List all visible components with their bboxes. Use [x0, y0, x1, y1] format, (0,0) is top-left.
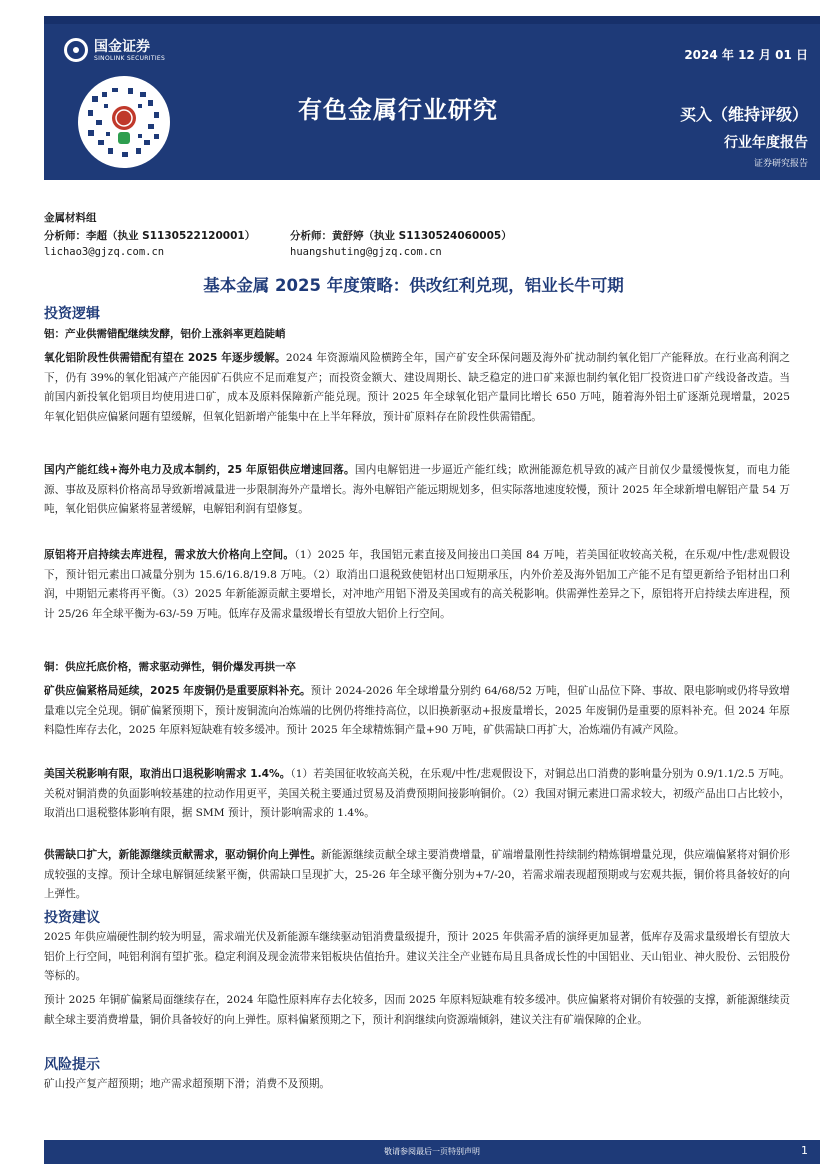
- aluminum-p1-body: 2024 年资源端风险横跨全年，国产矿安全环保问题及海外矿扰动制约氧化铝厂产能释放。在行业高利润之下，仍有 39%的氧化铝减产产能因矿石供应不足而难复产；而投资金额大、建设周期长、缺乏稳定的进口矿来源也制约氧化铝厂投资进口矿产线设备改造。当前国内新投氧化铝项目均使用进口矿，成本及原料保障新产能兑现。预计 2025 年全球氧化铝产量同比增长 650 万吨，随着海外铝土矿逐渐兑现增量，2025 年氧化铝供应偏紧问题有望缓解，但氧化铝新增产能集中在上半年释放，预计矿原料存在阶段性供需错配。: [44, 352, 790, 423]
- section-investment-logic: 投资逻辑: [44, 306, 100, 322]
- page-footer: [44, 1140, 820, 1164]
- copper-paragraph-3: [44, 846, 790, 905]
- report-category: 证券研究报告: [753, 159, 808, 169]
- copper-p2-body: （1）若美国征收较高关税，在乐观/中性/悲观假设下，对铜总出口消费的影响量分别为 0.9/1.1/2.5 万吨。关税对铜消费的负面影响较基建的拉动作用更平，美国关税主要通过贸易及消费预期间接影响铜价。（2）我国对铜元素进口需求较大，初级产品出口占比较小，取消出口退税整体影响有限，据 SMM 预计，预计影响需求的 1.4%。: [44, 768, 790, 820]
- aluminum-heading: 铝：产业供需错配继续发酵，铝价上涨斜率更趋陡峭: [44, 328, 286, 340]
- advice-paragraph-1: 2025 年供应端硬性制约较为明显，需求端光伏及新能源车继续驱动铝消费量级提升，预计 2025 年供需矛盾的演绎更加显著，低库存及需求量级增长有望放大铝价上行空间，吨铝利润有望扩张。稳定利润及现金流带来铝板块估值抬升。建议关注全产业链布局且具备成长性的中国铝业、天山铝业、神火股份、云铝股份等标的。: [44, 931, 790, 983]
- qr-code-icon: [78, 76, 170, 168]
- aluminum-p3-body: （1）2025 年，我国铝元素直接及间接出口美国 84 万吨，若美国征收较高关税，在乐观/中性/悲观假设下，预计铝元素出口减量分别为 15.6/16.8/19.8 万吨。（2）取消出口退税致使铝材出口短期承压，内外价差及海外铝加工产能不足有望更新给予铝材出口利润，中期铝元素将再平衡。（3）2025 年新能源贡献主要增长，对冲地产用铝下滑及美国或有的高关税影响。供需弹性差异之下，原铝将开启持续去库进程，预计 25/26 年全球平衡为-63/-59 万吨。低库存及需求量级增长有望放大铝价上行空间。: [44, 549, 791, 620]
- report-header: [44, 16, 820, 180]
- logo-name-en: SINOLINK SECURITIES: [94, 55, 166, 62]
- report-type: 行业年度报告: [724, 135, 808, 151]
- section-investment-advice: 投资建议: [44, 910, 100, 926]
- section-risk: 风险提示: [44, 1057, 100, 1073]
- report-date: 2024 年 12 月 01 日: [684, 48, 808, 62]
- risk-paragraph: 矿山投产复产超预期；地产需求超预期下滑；消费不及预期。: [44, 1078, 331, 1090]
- aluminum-p2-body: 国内电解铝进一步逼近产能红线；欧洲能源危机导致的减产目前仅少量缓慢恢复，而电力能源、事故及原料价格高昂导致新增减量进一步限制海外产量增长。海外电解铝产能远期规划多，但实际落地速度较慢，预计 2025 年全球新增电解铝产量 54 万吨，氧化铝供应偏紧将显著缓解，电解铝利润有望修复。: [44, 464, 791, 516]
- aluminum-paragraph-1: [44, 349, 790, 427]
- copper-heading: 铜：供应托底价格，需求驱动弹性，铜价爆发再拱一卒: [44, 661, 296, 673]
- logo-mark-icon: [64, 38, 88, 62]
- copper-p2-lead: 美国关税影响有限，取消出口退税影响需求 1.4%。: [44, 768, 291, 780]
- aluminum-paragraph-2: [44, 461, 790, 520]
- aluminum-p1-lead: 氧化铝阶段性供需错配有望在 2025 年逐步缓解。: [44, 352, 286, 364]
- aluminum-paragraph-3: [44, 546, 790, 624]
- analyst-1-email[interactable]: lichao3@gjzq.com.cn: [44, 246, 165, 258]
- page-number: 1: [801, 1144, 808, 1157]
- report-title: 基本金属 2025 年度策略：供改红利兑现，铝业长牛可期: [203, 276, 624, 295]
- header-stripe: [44, 16, 820, 24]
- aluminum-p2-lead: 国内产能红线+海外电力及成本制约，25 年原铝供应增速回落。: [44, 464, 355, 476]
- rating: 买入（维持评级）: [679, 105, 808, 124]
- research-team: 金属材料组: [44, 212, 97, 224]
- copper-p1-body: 预计 2024-2026 年全球增量分别约 64/68/52 万吨，但矿山品位下降、事故、限电影响或仍将导致增量难以完全兑现。铜矿偏紧预期下，预计废铜流向冶炼端的比例仍将维持高位，以旧换新驱动+报废量增长，2025 年废铜仍是重要的原料补充。但 2024 年原料隐性库存去化，2025 年原料短缺难有较多缓冲。预计 2025 年全球精炼铜产量+90 万吨，矿供需缺口再扩大，冶炼端仍有减产风险。: [44, 685, 791, 737]
- logo-name-cn: 国金证券: [94, 39, 150, 55]
- company-logo: [64, 36, 176, 70]
- aluminum-p3-lead: 原铝将开启持续去库进程，需求放大价格向上空间。: [44, 549, 295, 561]
- analyst-2: 分析师：黄舒婷（执业 S1130524060005）: [290, 230, 512, 242]
- analyst-1: 分析师：李超（执业 S1130522120001）: [44, 230, 256, 242]
- copper-p3-lead: 供需缺口扩大，新能源继续贡献需求，驱动铜价向上弹性。: [44, 849, 322, 861]
- copper-paragraph-1: [44, 682, 790, 741]
- copper-p1-lead: 矿供应偏紧格局延续，2025 年废铜仍是重要原料补充。: [44, 685, 311, 697]
- copper-p3-body: 新能源继续贡献全球主要消费增量，矿端增量刚性持续制约精炼铜增量兑现，供应端偏紧将对铜价形成较强的支撑。预计全球电解铜延续紧平衡，供需缺口呈现扩大，25-26 年全球平衡分别为+7/-20，若需求端表现超预期或与宏观共振，铜价将具备较好的向上弹性。: [44, 849, 790, 901]
- advice-paragraph-2: 预计 2025 年铜矿偏紧局面继续存在，2024 年隐性原料库存去化较多，因而 2025 年原料短缺难有较多缓冲。供应偏紧将对铜价有较强的支撑，新能源继续贡献全球主要消费增量，铜价具备较好的向上弹性。原料偏紧预期之下，预计利润继续向资源端倾斜，建议关注有矿端保障的企业。: [44, 994, 790, 1026]
- footer-disclaimer[interactable]: 敬请参阅最后一页特别声明: [384, 1147, 480, 1156]
- copper-paragraph-2: [44, 765, 790, 824]
- analyst-2-email[interactable]: huangshuting@gjzq.com.cn: [290, 246, 442, 258]
- industry-title: 有色金属行业研究: [298, 96, 498, 124]
